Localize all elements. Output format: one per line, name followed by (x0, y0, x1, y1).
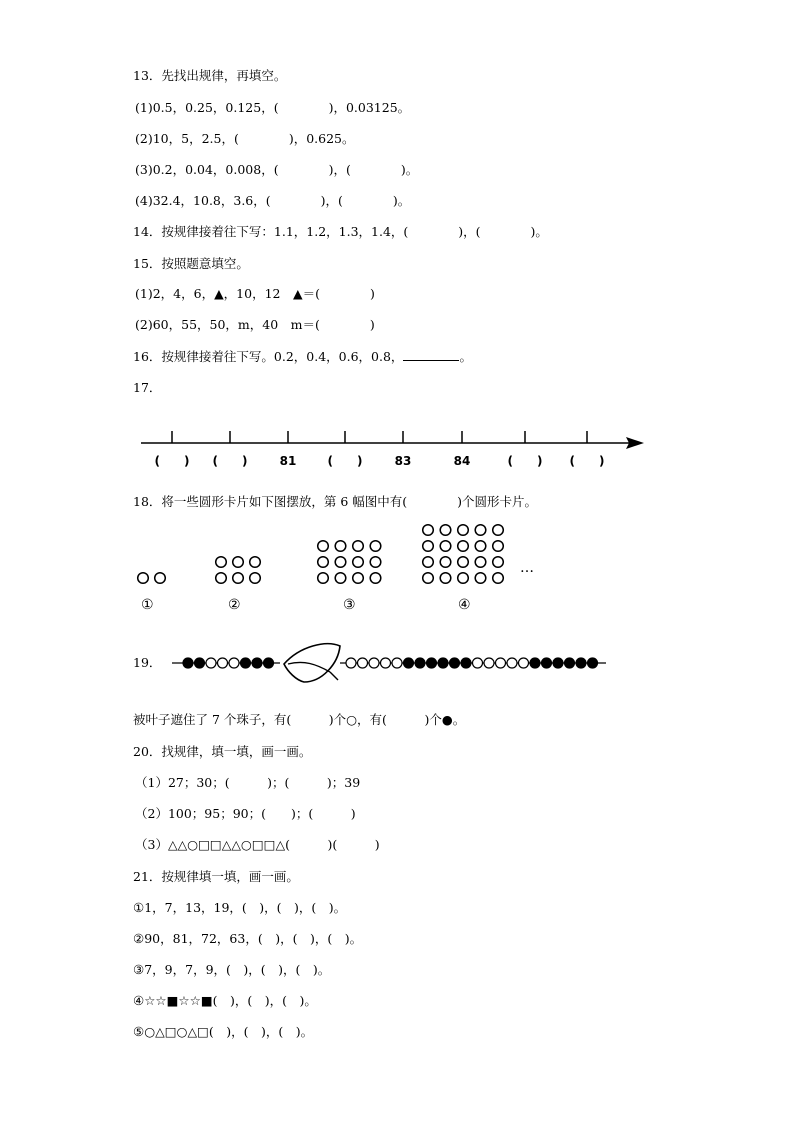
card-circle (353, 557, 364, 568)
bead-filled (427, 658, 437, 668)
card-circle (458, 573, 469, 584)
q21-item-3: ③7，9，7，9，( )，( )，( )。 (133, 962, 331, 977)
bead-filled (576, 658, 586, 668)
bead-hollow (218, 658, 228, 668)
q20-item-2: （2）100；95；90；( )；( ) (135, 806, 356, 821)
bead-hollow (519, 658, 529, 668)
card-circle (318, 557, 329, 568)
bead-filled (450, 658, 460, 668)
card-circle (493, 525, 504, 536)
bead-filled (241, 658, 251, 668)
card-circle (216, 573, 227, 584)
number-line-label: ( ) (212, 454, 248, 468)
q21-title: 21．按规律填一填，画一画。 (133, 869, 299, 884)
card-circle (493, 541, 504, 552)
bead-hollow (473, 658, 483, 668)
card-circle (318, 541, 329, 552)
card-circle (493, 573, 504, 584)
number-line-ticks (172, 431, 587, 443)
card-circle (216, 557, 227, 568)
q21-item-1: ①1，7，13，19，( )，( )，( )。 (133, 900, 347, 915)
card-ellipsis: … (520, 560, 534, 576)
number-line-label: ( ) (569, 454, 605, 468)
card-circle (138, 573, 149, 584)
bead-hollow (507, 658, 517, 668)
bead-hollow (369, 658, 379, 668)
card-circle (458, 557, 469, 568)
bead-hollow (381, 658, 391, 668)
card-circle (250, 557, 261, 568)
card-circle (353, 541, 364, 552)
bead-filled (461, 658, 471, 668)
q13-item-3: (3)0.2，0.04，0.008，( )，( )。 (135, 162, 419, 177)
bead-filled (195, 658, 205, 668)
card-circle (250, 573, 261, 584)
number-line-label: ( ) (154, 454, 190, 468)
card-circle (440, 557, 451, 568)
q14: 14．按规律接着往下写：1.1，1.2，1.3，1.4，( )，( )。 (133, 224, 548, 239)
card-circle (233, 557, 244, 568)
card-caption-4: ④ (458, 597, 471, 613)
card-circle (458, 525, 469, 536)
q13-item-2: (2)10，5，2.5，( )，0.625。 (135, 131, 355, 146)
card-caption-2: ② (228, 597, 241, 613)
number-line-label: ( ) (327, 454, 363, 468)
card-circle (353, 573, 364, 584)
card-circle (335, 557, 346, 568)
number-line-label: 83 (394, 454, 412, 468)
number-line-arrow-icon (626, 437, 644, 449)
bead-hollow (484, 658, 494, 668)
card-circle (423, 541, 434, 552)
q19: 19． (133, 655, 162, 670)
bead-filled (183, 658, 193, 668)
card-circle (440, 541, 451, 552)
bead-filled (264, 658, 274, 668)
card-circle (155, 573, 166, 584)
card-circle (370, 573, 381, 584)
card-caption-1: ① (141, 597, 154, 613)
bead-hollow (206, 658, 216, 668)
q19-text: 被叶子遮住了 7 个珠子，有( )个○，有( )个●。 (133, 712, 466, 727)
q18: 18．将一些圆形卡片如下图摆放，第 6 幅图中有( )个圆形卡片。 (133, 494, 538, 509)
bead-hollow (358, 658, 368, 668)
card-circle (458, 541, 469, 552)
card-circle (440, 525, 451, 536)
beads (183, 658, 598, 668)
q13-title: 13．先找出规律，再填空。 (133, 68, 287, 83)
card-circle (233, 573, 244, 584)
number-line-label: ( ) (507, 454, 543, 468)
number-line-labels (155, 454, 605, 468)
card-circle (318, 573, 329, 584)
leaf-icon (284, 644, 340, 682)
q21-item-4: ④☆☆■☆☆■( )，( )，( )。 (133, 993, 317, 1008)
card-circle (475, 525, 486, 536)
q15-title: 15．按照题意填空。 (133, 256, 249, 271)
q15-item-2: (2)60，55，50，m，40 m＝( ) (135, 317, 375, 332)
card-circle (440, 573, 451, 584)
bead-filled (530, 658, 540, 668)
bead-hollow (229, 658, 239, 668)
bead-hollow (392, 658, 402, 668)
q17: 17． (133, 380, 162, 395)
q16-text: 16．按规律接着往下写。0.2，0.4，0.6，0.8， (133, 349, 404, 364)
number-line-label: 81 (279, 454, 297, 468)
bead-filled (404, 658, 414, 668)
card-circle (370, 541, 381, 552)
card-circle (475, 573, 486, 584)
q16-end: 。 (459, 349, 472, 364)
card-caption-3: ③ (343, 597, 356, 613)
card-circle (370, 557, 381, 568)
q20-item-3: （3）△△○□□△△○□□△( )( ) (135, 837, 380, 852)
bead-filled (438, 658, 448, 668)
card-circle (475, 541, 486, 552)
q21-item-2: ②90，81，72，63，( )，( )，( )。 (133, 931, 363, 946)
card-circle (493, 557, 504, 568)
card-circle (335, 573, 346, 584)
card-circle (423, 573, 434, 584)
q20-item-1: （1）27；30；( )；( )；39 (135, 775, 361, 790)
bead-hollow (346, 658, 356, 668)
q13-item-1: (1)0.5，0.25，0.125，( )，0.03125。 (135, 100, 411, 115)
q15-item-1: (1)2，4，6，▲，10，12 ▲＝( ) (135, 286, 375, 301)
bead-filled (542, 658, 552, 668)
card-circles (138, 525, 504, 584)
card-circle (423, 525, 434, 536)
bead-filled (588, 658, 598, 668)
bead-hollow (496, 658, 506, 668)
bead-filled (252, 658, 262, 668)
q21-item-5: ⑤○△□○△□( )，( )，( )。 (133, 1024, 314, 1039)
bead-filled (415, 658, 425, 668)
card-circle (423, 557, 434, 568)
q16 (133, 348, 472, 365)
q13-item-4: (4)32.4，10.8，3.6，( )，( )。 (135, 193, 411, 208)
card-circle (475, 557, 486, 568)
card-circle (335, 541, 346, 552)
q20-title: 20．找规律，填一填，画一画。 (133, 744, 312, 759)
bead-filled (553, 658, 563, 668)
q16-answer-blank (403, 348, 459, 361)
bead-filled (565, 658, 575, 668)
number-line-label: 84 (453, 454, 471, 468)
